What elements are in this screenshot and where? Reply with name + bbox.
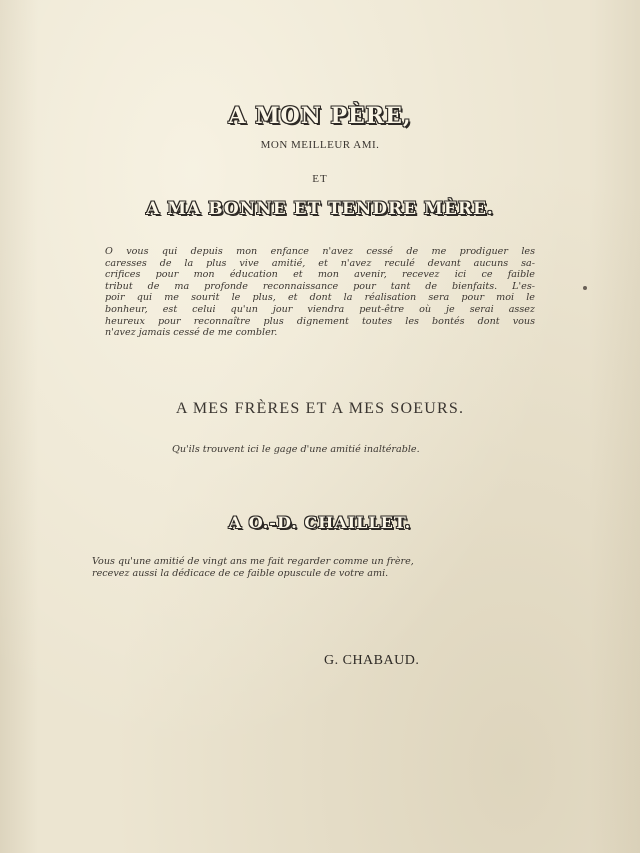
paragraph-line: bonheur, est celui qu'un jour viendra peut-être où je serai assez bbox=[105, 303, 535, 315]
dedication-paragraph bbox=[105, 246, 535, 339]
title-friend: A O.-D. CHAILLET. bbox=[228, 513, 412, 532]
friend-line: recevez aussi la dédicace de ce faible opuscule de votre ami. bbox=[92, 567, 389, 579]
siblings-line: Qu'ils trouvent ici le gage d'une amitié inaltérable. bbox=[172, 444, 420, 455]
friend-paragraph bbox=[92, 556, 422, 579]
paragraph-line: O vous qui depuis mon enfance n'avez cessé de me prodiguer les bbox=[105, 246, 535, 257]
paper-speck bbox=[583, 286, 587, 290]
paragraph-line: caresses de la plus vive amitié, et n'avez reculé devant aucuns sa- bbox=[105, 257, 535, 269]
author-signature: G. CHABAUD. bbox=[324, 653, 420, 668]
conjunction-et: ET bbox=[312, 173, 328, 185]
title-father: A MON PÈRE, bbox=[228, 103, 412, 129]
title-siblings: A MES FRÈRES ET A MES SOEURS. bbox=[175, 400, 465, 417]
friend-line: Vous qu'une amitié de vingt ans me fait regarder comme un frère, bbox=[92, 556, 414, 567]
paragraph-line: n'avez jamais cessé de me combler. bbox=[105, 327, 278, 339]
title-mother: A MA BONNE ET TENDRE MÈRE. bbox=[146, 199, 494, 219]
paragraph-line: tribut de ma profonde reconnaissance pour tant de bienfaits. L'es- bbox=[105, 280, 535, 292]
paragraph-line: crifices pour mon éducation et mon avenir, recevez ici ce faible bbox=[105, 269, 535, 281]
paragraph-line: heureux pour reconnaître plus dignement toutes les bontés dont vous bbox=[105, 315, 535, 327]
subtitle-father: MON MEILLEUR AMI. bbox=[260, 139, 380, 151]
paragraph-line: poir qui me sourit le plus, et dont la réalisation sera pour moi le bbox=[105, 292, 535, 304]
